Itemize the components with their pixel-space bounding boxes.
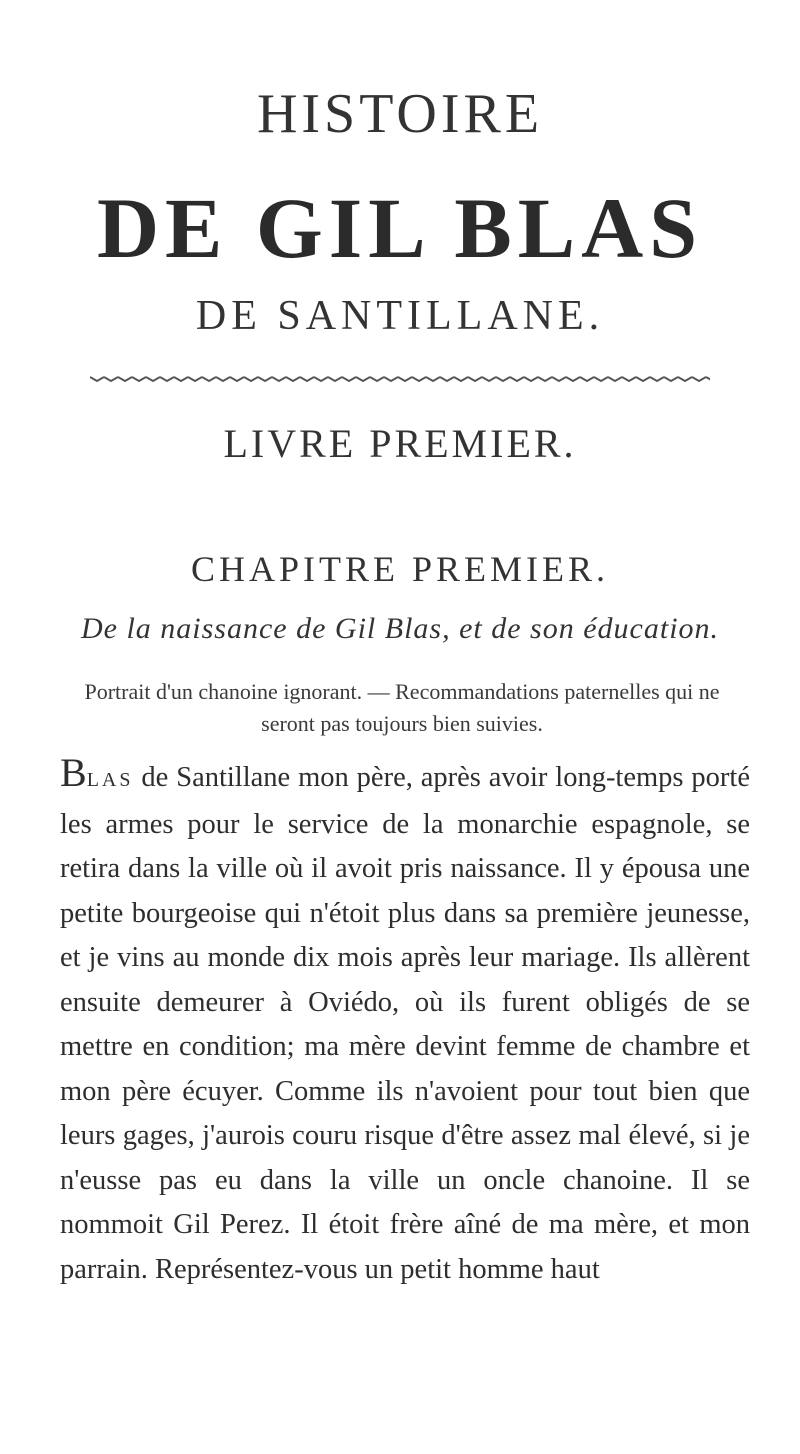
chapter-summary: Portrait d'un chanoine ignorant. — Recommandations paternelles qui ne seront pas toujours bien suivies. (84, 679, 720, 736)
ornamental-rule (90, 372, 710, 386)
chapter-subtitle: De la naissance de Gil Blas, et de son éducation. (80, 612, 720, 645)
body-text: de Santillane mon père, après avoir long-temps porté les armes pour le service de la monarchie espagnole, se retira dans la ville où il avoit pris naissance. Il y épousa une petite bourgeoise qui n'étoit plus dans sa première jeunesse, et je vins au monde dix mois après leur mariage. Ils allèrent ensuite demeurer à Oviédo, où ils furent obligés de se mettre en condition; ma mère devint femme de chambre et mon père écuyer. Comme ils n'avoient pour tout bien que leurs gages, j'aurois couru risque d'être assez mal élevé, si je n'eusse pas eu dans la ville un oncle chanoine. Il se nommoit Gil Perez. Il étoit frère aîné de ma mère, et mon parrain. Représentez-vous un petit homme haut (60, 762, 750, 1285)
chapter-heading: CHAPITRE PREMIER. (190, 549, 610, 589)
title-histoire: HISTOIRE (256, 83, 544, 145)
body-paragraph (60, 750, 750, 1292)
title-gil-blas: DE GIL BLAS (96, 180, 704, 276)
small-caps-word: LAS (86, 769, 134, 791)
title-santillane: DE SANTILLANE. (195, 293, 605, 339)
drop-cap: B (60, 750, 87, 795)
book-heading: LIVRE PREMIER. (223, 421, 577, 466)
